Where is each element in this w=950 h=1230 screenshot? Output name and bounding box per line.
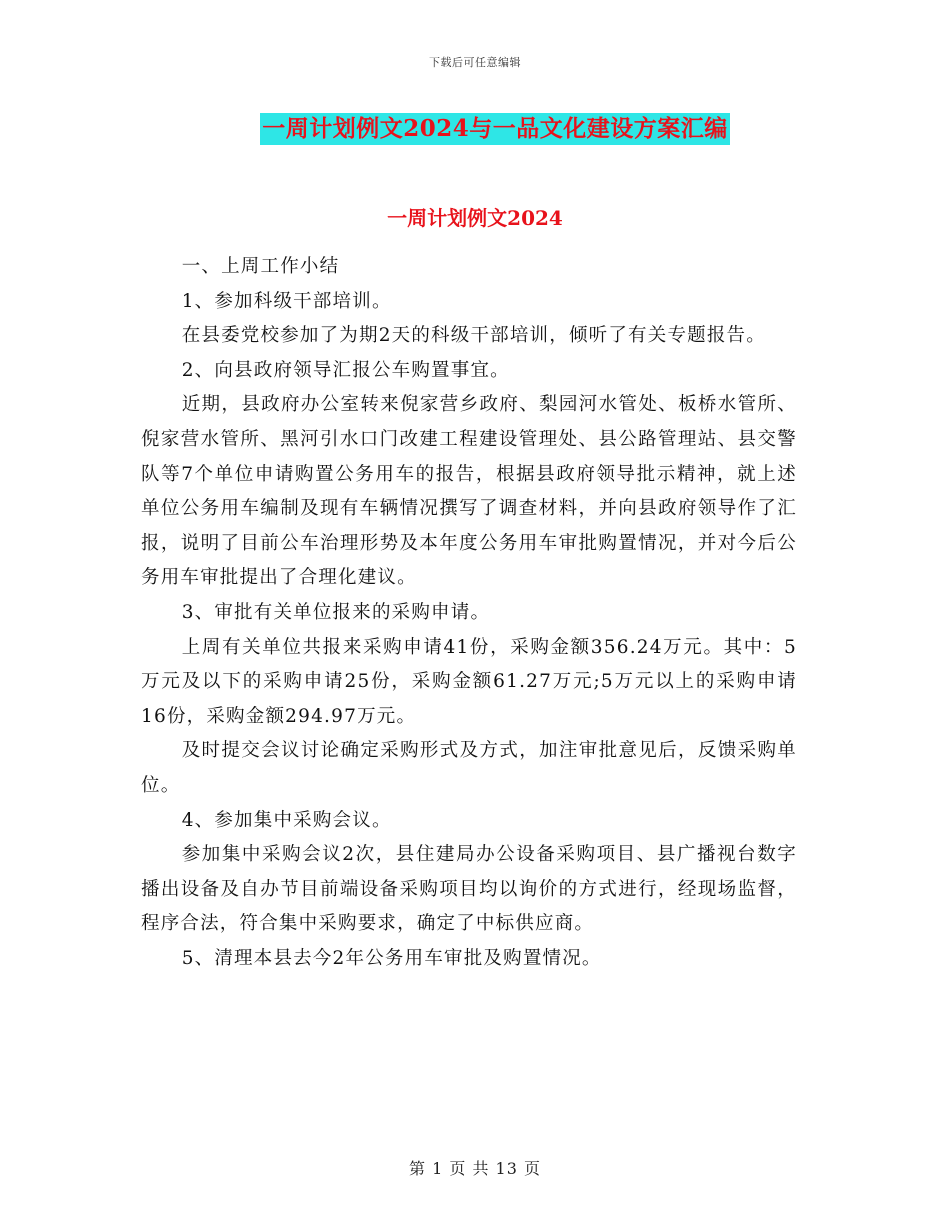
paragraph: 上周有关单位共报来采购申请41份，采购金额356.24万元。其中：5万元及以下的采购申请25份，采购金额61.27万元;5万元以上的采购申请16份，采购金额294.97万元。: [141, 636, 797, 727]
paragraph: 近期，县政府办公室转来倪家营乡政府、梨园河水管处、板桥水管所、倪家营水管所、黑河引水口门改建工程建设管理处、县公路管理站、县交警队等7个单位申请购置公务用车的报告，根据县政府领导批示精神，就上述单位公务用车编制及现有车辆情况撰写了调查材料，并向县政府领导作了汇报，说明了目前公车治理形势及本年度公务用车审批购置情况，并对今后公务用车审批提出了合理化建议。: [141, 394, 797, 589]
document-title: 一周计划例文2024与一品文化建设方案汇编: [260, 113, 730, 145]
page-number-footer: 第 1 页 共 13 页: [409, 1159, 541, 1178]
paragraph: 及时提交会议讨论确定采购形式及方式，加注审批意见后，反馈采购单位。: [141, 740, 797, 796]
paragraph: 在县委党校参加了为期2天的科级干部培训，倾听了有关专题报告。: [181, 325, 766, 347]
paragraph: 1、参加科级干部培训。: [181, 290, 392, 312]
document-body: [141, 250, 797, 976]
paragraph: 一、上周工作小结: [181, 256, 340, 277]
paragraph: 参加集中采购会议2次，县住建局办公设备采购项目、县广播视台数字播出设备及自办节目前端设备采购项目均以询价的方式进行，经现场监督，程序合法，符合集中采购要求，确定了中标供应商。: [141, 844, 797, 935]
paragraph: 3、审批有关单位报来的采购申请。: [181, 601, 491, 623]
section-title: 一周计划例文2024: [387, 206, 563, 230]
paragraph: 4、参加集中采购会议。: [181, 809, 392, 831]
document-title-container: [0, 113, 950, 145]
paragraph: 2、向县政府领导汇报公车购置事宜。: [181, 359, 510, 381]
paragraph: 5、清理本县去今2年公务用车审批及购置情况。: [181, 947, 602, 969]
page-header-note: 下载后可任意编辑: [429, 56, 521, 69]
